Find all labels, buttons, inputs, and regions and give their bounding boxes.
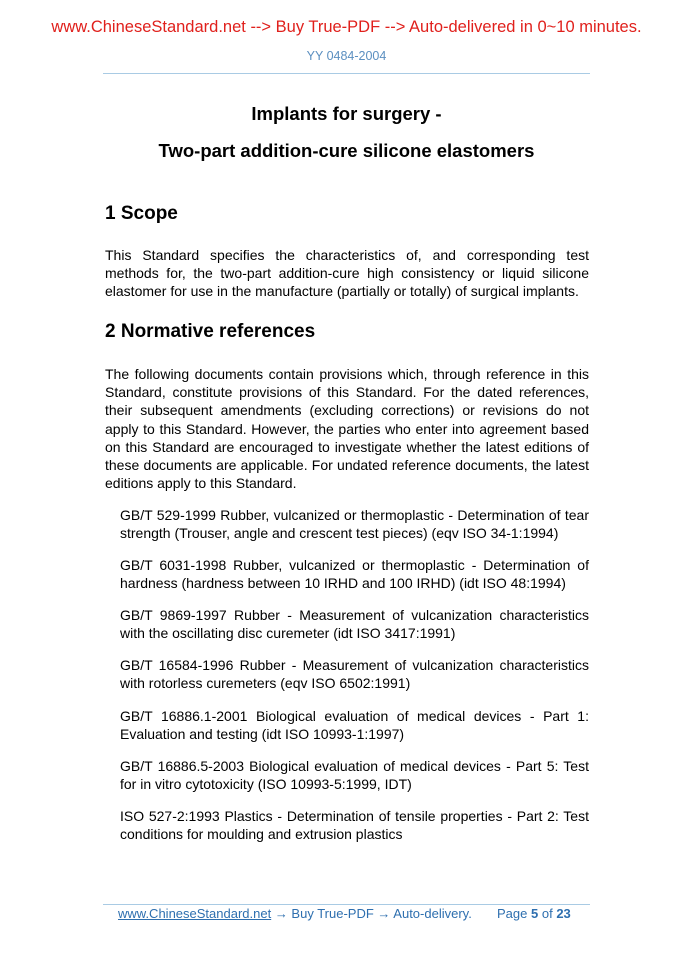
footer-site-link[interactable]: www.ChineseStandard.net (118, 906, 272, 921)
page-number: 5 (531, 906, 539, 921)
section-heading-normative-references: 2 Normative references (105, 321, 316, 342)
reference-item: ISO 527-2:1993 Plastics - Determination of tensile properties - Part 2: Test conditions for moulding and extrusion plastics (120, 808, 589, 843)
page-indicator (497, 906, 571, 921)
section-heading-scope: 1 Scope (105, 203, 178, 224)
header-divider (103, 73, 590, 74)
scope-paragraph: This Standard specifies the characteristics of, and corresponding test methods for, the two-part addition-cure high consistency or liquid silicone elastomer for use in the manufacture (partially or totally) of surgical implants. (105, 247, 589, 300)
of-label: of (541, 906, 553, 921)
reference-item: GB/T 16886.1-2001 Biological evaluation of medical devices - Part 1: Evaluation and testing (idt ISO 10993-1:1997) (120, 708, 589, 743)
document-title-line1: Implants for surgery - (251, 103, 442, 124)
footer (118, 906, 588, 921)
reference-item: GB/T 529-1999 Rubber, vulcanized or thermoplastic - Determination of tear strength (Trouser, angle and crescent test pieces) (eqv ISO 34-1:1994) (120, 507, 589, 542)
reference-item: GB/T 6031-1998 Rubber, vulcanized or thermoplastic - Determination of hardness (hardness between 10 IRHD and 100 IRHD) (idt ISO 48:1994) (120, 557, 589, 592)
page-label: Page (497, 906, 528, 921)
document-number: YY 0484-2004 (306, 49, 387, 63)
page-total: 23 (556, 906, 571, 921)
normative-references-paragraph: The following documents contain provisions which, through reference in this Standard, constitute provisions of this Standard. For the dated references, their subsequent amendments (excluding corrections) or revisions do not apply to this Standard. However, the parties who enter into agreement based on this Standard are encouraged to investigate whether the latest editions of these documents are applicable. For undated reference documents, the latest editions apply to this Standard. (105, 366, 589, 492)
reference-item: GB/T 16584-1996 Rubber - Measurement of vulcanization characteristics with rotorless curemeters (eqv ISO 6502:1991) (120, 657, 589, 692)
footer-divider (103, 904, 590, 905)
document-title-line2: Two-part addition-cure silicone elastomers (158, 140, 535, 161)
promo-banner: www.ChineseStandard.net --> Buy True-PDF --> Auto-delivered in 0~10 minutes. (51, 18, 642, 36)
reference-item: GB/T 16886.5-2003 Biological evaluation of medical devices - Part 5: Test for in vitro cytotoxicity (ISO 10993-5:1999, IDT) (120, 758, 589, 793)
footer-text: → Buy True-PDF → Auto-delivery. (271, 906, 472, 921)
reference-item: GB/T 9869-1997 Rubber - Measurement of vulcanization characteristics with the oscillating disc curemeter (idt ISO 3417:1991) (120, 607, 589, 642)
